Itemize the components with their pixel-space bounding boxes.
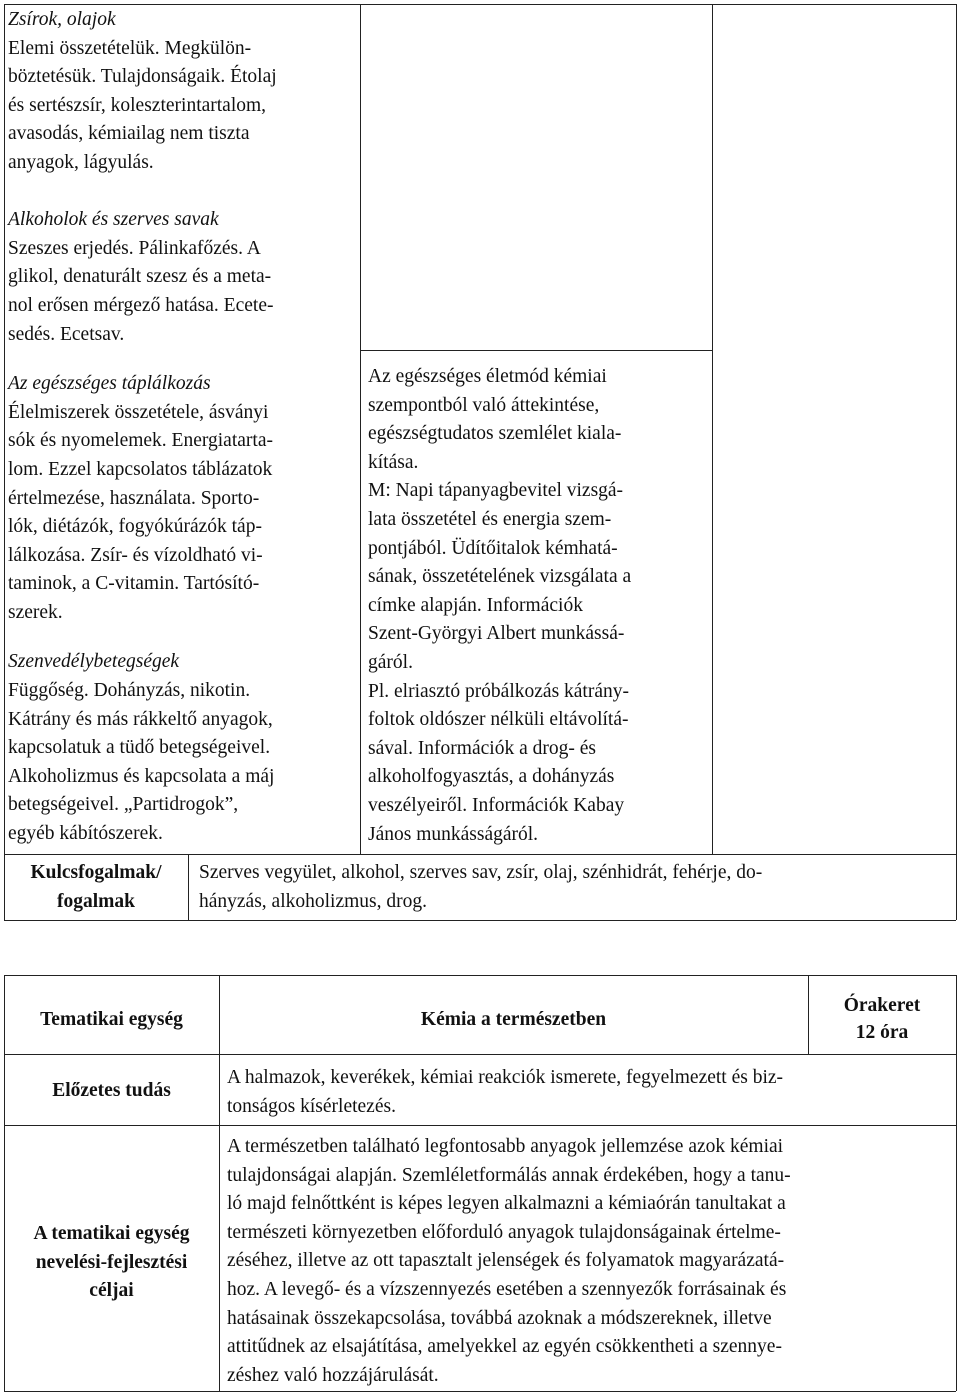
goals-label: A tematikai egység nevelési-fejlesztési céljai (33, 1223, 190, 1302)
m-text: Napi tápanyagbevitel vizsgá- lata összetétel és energia szem- pontjából. Üdítőitalok kémhatá- sának, összetételének vizsgálata a címke alapján. Információk Szent-Györgyi Albert munkássá- gáról. Pl. elriasztó próbálkozás kátrány- foltok oldószer nélküli eltávolítá- sával. Információk a drog- és alkoholfogyasztás, a dohányzás veszélyeiről. Információk Kabay János munkásságáról. (368, 480, 632, 845)
prior-knowledge-value-cell (227, 1064, 952, 1121)
middle-activities (368, 477, 708, 849)
section-heading: Zsírok, olajok (8, 9, 116, 30)
prior-knowledge-label-cell (4, 1077, 219, 1106)
keywords-value-cell (199, 859, 951, 916)
hours-value: 12 óra (855, 1022, 909, 1043)
upper-table-left-border (4, 4, 5, 920)
lower-table-label-divider (219, 975, 220, 1391)
goals-value: A természetben található legfontosabb anyagok jellemzése azok kémiai tulajdonságai alapján. Szemléletformálás annak érdekében, hogy a tanu- ló majd felnőttként is képes legyen alkalmazni a kémiaórán tanultakat a természeti környezetben előforduló anyagok tulajdonságainak értelme- zéséhez, illetve az ott tapasztalt jelenségek és folyamatok magyarázatá- hoz. A levegő- és a vízszennyezés esetében a szennyezők forrásainak és hatásainak összekapcsolása, továbbá azoknak a módszereknek, illetve attitűdnek az elsajátítása, amelyekkel az egyén csökkentheti a szennye- zéshez való hozzájárulását. (227, 1136, 791, 1386)
upper-table-top-border (4, 4, 956, 5)
lower-table-right-border (956, 975, 957, 1391)
lower-table-top-border (4, 975, 956, 976)
header-title-cell (219, 1006, 808, 1035)
upper-table-bottom-border (4, 920, 956, 921)
keywords-label: Kulcsfogalmak/ fogalmak (30, 862, 162, 912)
thematic-unit-title: Kémia a természetben (420, 1009, 607, 1030)
section-body: Szeszes erjedés. Pálinkafőzés. A glikol, denaturált szesz és a meta- nol erősen mérgező hatása. Ecete- sedés. Ecetsav. (8, 237, 274, 345)
goals-label-cell (4, 1220, 219, 1306)
section-healthy-eating (8, 370, 356, 627)
hours-label: Órakeret (843, 995, 921, 1016)
content-left-column (8, 6, 356, 849)
section-heading: Szenvedélybetegségek (8, 651, 180, 673)
section-body: Függőség. Dohányzás, nikotin. Kátrány és más rákkeltő anyagok, kapcsolatuk a tüdő betegségeivel. Alkoholizmus és kapcsolata a máj betegségeivel. „Partidrogok”, egyéb kábítószerek. (8, 680, 275, 845)
lower-prior-bottom (4, 1125, 956, 1126)
keywords-label-divider (188, 854, 189, 920)
lower-table-left-border (4, 975, 5, 1391)
section-fats-oils (8, 6, 356, 178)
section-body: Élelmiszerek összetétele, ásványi sók és nyomelemek. Energiatarta- lom. Ezzel kapcsolatos táblázatok értelmezése, használata. Sporto- lók, diétázók, fogyókúrázók táp- lálkozása. Zsír- és vízoldható vi- taminok, a C-vitamin. Tartósító- szerek. (8, 401, 273, 623)
section-addictions (8, 648, 356, 848)
lower-table-bottom-border (4, 1391, 956, 1392)
header-label-cell (4, 1006, 219, 1035)
section-heading: Az egészséges táplálkozás (8, 373, 211, 395)
section-body: Elemi összetételük. Megkülön- böztetésük. Tulajdonságaik. Étolaj és sertészsír, koleszterintartalom, avasodás, kémiailag nem tiszta anyagok, lágyulás. (8, 37, 277, 173)
keywords-value: Szerves vegyület, alkohol, szerves sav, zsír, olaj, szénhidrát, fehérje, do- hányzás, alkoholizmus, drog. (199, 862, 763, 912)
thematic-unit-label: Tematikai egység (40, 1009, 183, 1030)
content-middle-column (368, 363, 708, 849)
section-heading: Alkoholok és szerves savak (8, 209, 219, 231)
keywords-row-top-border (4, 854, 956, 855)
upper-table-col-divider-2 (712, 4, 713, 854)
lower-header-bottom (4, 1054, 956, 1055)
header-hours-cell (808, 992, 956, 1046)
m-label: M: (368, 480, 391, 502)
upper-table-right-border (956, 4, 957, 920)
prior-knowledge-label: Előzetes tudás (52, 1080, 171, 1101)
prior-knowledge-value: A halmazok, keverékek, kémiai reakciók ismerete, fegyelmezett és biz- tonságos kísérletezés. (227, 1067, 784, 1117)
middle-col-divider (360, 350, 712, 351)
goals-value-cell (227, 1133, 952, 1390)
middle-intro: Az egészséges életmód kémiai szempontból való áttekintése, egészségtudatos szemlélet kiala- kítása. (368, 366, 622, 473)
keywords-label-cell (6, 859, 186, 916)
upper-table-col-divider-1 (360, 4, 361, 854)
section-alcohols-acids (8, 206, 356, 349)
